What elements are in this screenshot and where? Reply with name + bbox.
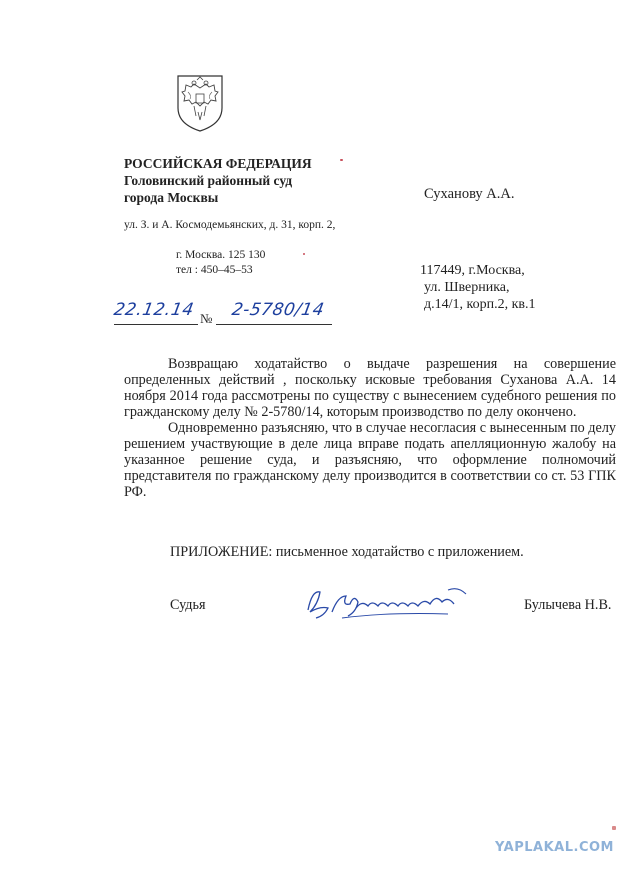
- recipient-address-line-3: д.14/1, корп.2, кв.1: [424, 297, 536, 312]
- ink-speck: [340, 159, 343, 161]
- ink-speck: [303, 253, 305, 255]
- number-sign: №: [200, 311, 213, 326]
- date-underline: [114, 324, 198, 325]
- appendix-note: ПРИЛОЖЕНИЕ: письменное ходатайство с приложением.: [170, 544, 524, 560]
- letter-body: [124, 356, 616, 500]
- org-line-1: РОССИЙСКАЯ ФЕДЕРАЦИЯ: [124, 156, 312, 171]
- court-name-block: [124, 155, 312, 206]
- recipient-address-line-2: ул. Шверника,: [424, 280, 510, 295]
- recipient-name: Суханову А.А.: [424, 186, 515, 202]
- handwritten-date: 22.12.14: [112, 300, 196, 320]
- body-paragraph-2: Одновременно разъясняю, что в случае несогласия с вынесенным по делу решением участвующие в деле лица вправе подать апелляционную жалобу на указанное решение суда, и разъясняю, что оформление полномочий представителя по гражданскому делу производится в соответствии со ст. 53 ГПК РФ.: [124, 420, 616, 500]
- handwritten-signature-icon: [298, 582, 484, 624]
- ink-speck: [612, 826, 616, 830]
- watermark: YAPLAKAL.COM: [495, 840, 614, 855]
- org-line-2: Головинский районный суд: [124, 173, 293, 188]
- court-address-line-1: ул. З. и А. Космодемьянских, д. 31, корп. 2,: [124, 219, 336, 231]
- recipient-address-line-1: 117449, г.Москва,: [420, 263, 525, 278]
- judge-title: Судья: [170, 597, 206, 613]
- number-underline: [216, 324, 332, 325]
- body-paragraph-1: Возвращаю ходатайство о выдаче разрешения на совершение определенных действий , поскольку исковые требования Суханова А.А. 14 ноября 2014 года рассмотрены по существу с вынесением судебного решения по гражданскому делу № 2-5780/14, которым производство по делу окончено.: [124, 356, 616, 420]
- coat-of-arms-icon: [172, 72, 228, 134]
- court-phone: тел : 450–45–53: [176, 264, 253, 276]
- handwritten-case-number: 2-5780/14: [230, 300, 326, 320]
- org-line-3: города Москвы: [124, 190, 219, 205]
- court-address-line-2: г. Москва. 125 130: [176, 249, 266, 261]
- recipient-address: [420, 262, 536, 313]
- judge-name: Булычева Н.В.: [524, 597, 612, 613]
